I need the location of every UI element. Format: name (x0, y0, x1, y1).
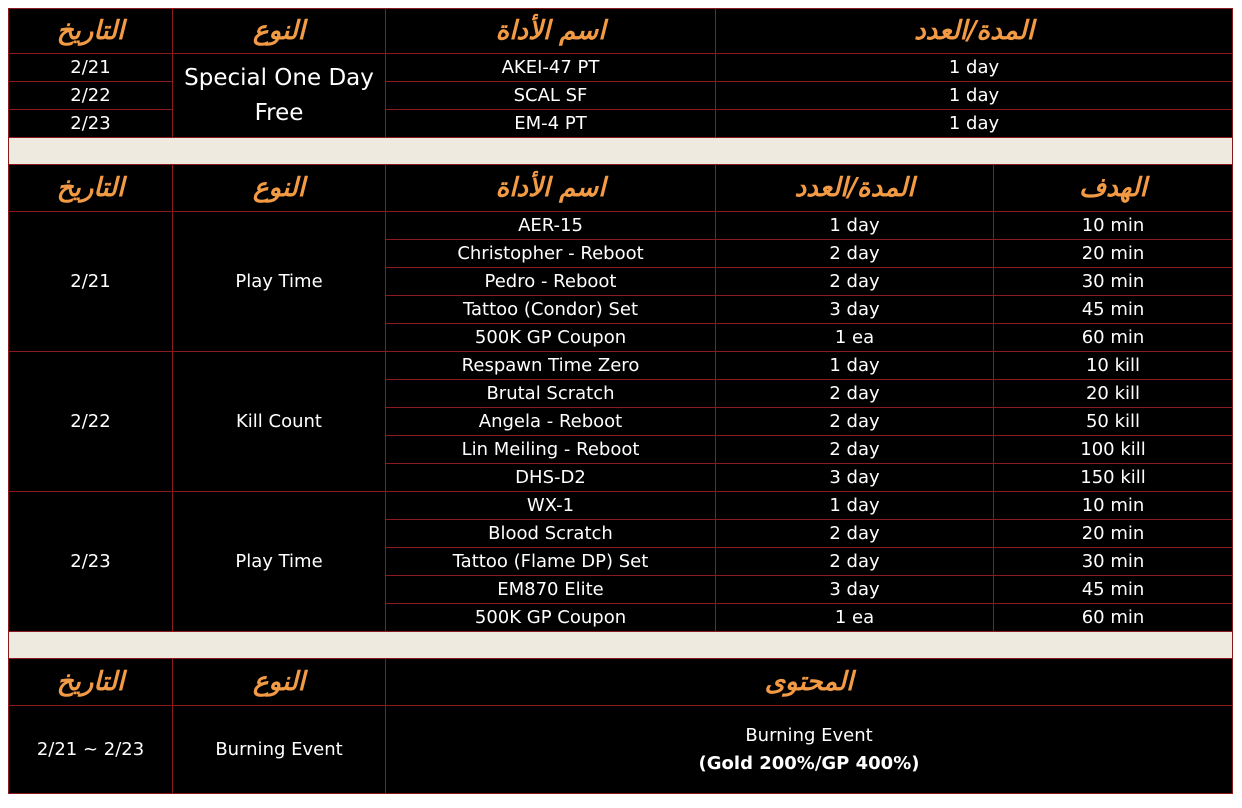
table1-header-row (9, 9, 1233, 54)
target-cell: 150 kill (994, 464, 1233, 492)
item-cell: SCAL SF (386, 82, 716, 110)
date-cell: 2/21 (9, 54, 173, 82)
duration-cell: 2 day (716, 408, 994, 436)
type-cell: Play Time (173, 212, 386, 352)
content-line-1: Burning Event (745, 724, 873, 746)
header-duration: المدة/العدد (716, 165, 994, 212)
target-cell: 100 kill (994, 436, 1233, 464)
target-cell: 10 kill (994, 352, 1233, 380)
target-cell: 60 min (994, 604, 1233, 632)
item-cell: Blood Scratch (386, 520, 716, 548)
duration-cell: 3 day (716, 576, 994, 604)
item-cell: EM870 Elite (386, 576, 716, 604)
duration-cell: 1 day (716, 212, 994, 240)
type-cell: Burning Event (173, 706, 386, 794)
header-type: النوع (173, 659, 386, 706)
event-tables (8, 8, 1232, 794)
duration-cell: 1 ea (716, 324, 994, 352)
content-line-2: (Gold 200%/GP 400%) (698, 752, 920, 774)
duration-cell: 2 day (716, 380, 994, 408)
target-cell: 20 min (994, 240, 1233, 268)
date-cell: 2/23 (9, 492, 173, 632)
header-target: الهدف (994, 165, 1233, 212)
duration-cell: 1 day (716, 82, 1233, 110)
item-cell: AER-15 (386, 212, 716, 240)
target-cell: 50 kill (994, 408, 1233, 436)
item-cell: 500K GP Coupon (386, 604, 716, 632)
item-cell: Pedro - Reboot (386, 268, 716, 296)
item-cell: Christopher - Reboot (386, 240, 716, 268)
type-cell: Kill Count (173, 352, 386, 492)
type-cell: Special One Day Free (173, 54, 386, 138)
event-table (8, 8, 1233, 794)
date-cell: 2/21 (9, 212, 173, 352)
target-cell: 45 min (994, 296, 1233, 324)
item-cell: Lin Meiling - Reboot (386, 436, 716, 464)
item-cell: WX-1 (386, 492, 716, 520)
duration-cell: 1 day (716, 54, 1233, 82)
table-row (9, 492, 1233, 520)
item-cell: Respawn Time Zero (386, 352, 716, 380)
header-duration: المدة/العدد (716, 9, 1233, 54)
type-cell: Play Time (173, 492, 386, 632)
date-cell: 2/22 (9, 352, 173, 492)
header-date: التاريخ (9, 659, 173, 706)
table3-header-row (9, 659, 1233, 706)
item-cell: 500K GP Coupon (386, 324, 716, 352)
duration-cell: 3 day (716, 296, 994, 324)
duration-cell: 2 day (716, 268, 994, 296)
item-cell: EM-4 PT (386, 110, 716, 138)
target-cell: 30 min (994, 548, 1233, 576)
item-cell: Tattoo (Flame DP) Set (386, 548, 716, 576)
header-content: المحتوى (386, 659, 1233, 706)
table2-header-row (9, 165, 1233, 212)
duration-cell: 2 day (716, 548, 994, 576)
target-cell: 10 min (994, 492, 1233, 520)
duration-cell: 2 day (716, 436, 994, 464)
table-row (9, 352, 1233, 380)
duration-cell: 1 day (716, 492, 994, 520)
target-cell: 30 min (994, 268, 1233, 296)
date-cell: 2/22 (9, 82, 173, 110)
target-cell: 20 kill (994, 380, 1233, 408)
table-row (9, 706, 1233, 794)
header-type: النوع (173, 9, 386, 54)
duration-cell: 1 day (716, 110, 1233, 138)
item-cell: DHS-D2 (386, 464, 716, 492)
header-date: التاريخ (9, 9, 173, 54)
item-cell: Tattoo (Condor) Set (386, 296, 716, 324)
separator (9, 632, 1233, 659)
separator-row (9, 632, 1233, 659)
header-item-name: اسم الأداة (386, 9, 716, 54)
content-cell (386, 706, 1233, 794)
table-row (9, 54, 1233, 82)
header-type: النوع (173, 165, 386, 212)
duration-cell: 2 day (716, 240, 994, 268)
item-cell: Brutal Scratch (386, 380, 716, 408)
target-cell: 45 min (994, 576, 1233, 604)
item-cell: Angela - Reboot (386, 408, 716, 436)
date-cell: 2/21 ~ 2/23 (9, 706, 173, 794)
target-cell: 20 min (994, 520, 1233, 548)
table-row (9, 212, 1233, 240)
date-cell: 2/23 (9, 110, 173, 138)
duration-cell: 2 day (716, 520, 994, 548)
header-date: التاريخ (9, 165, 173, 212)
separator-row (9, 138, 1233, 165)
target-cell: 60 min (994, 324, 1233, 352)
target-cell: 10 min (994, 212, 1233, 240)
duration-cell: 1 ea (716, 604, 994, 632)
duration-cell: 3 day (716, 464, 994, 492)
separator (9, 138, 1233, 165)
item-cell: AKEI-47 PT (386, 54, 716, 82)
header-item-name: اسم الأداة (386, 165, 716, 212)
duration-cell: 1 day (716, 352, 994, 380)
